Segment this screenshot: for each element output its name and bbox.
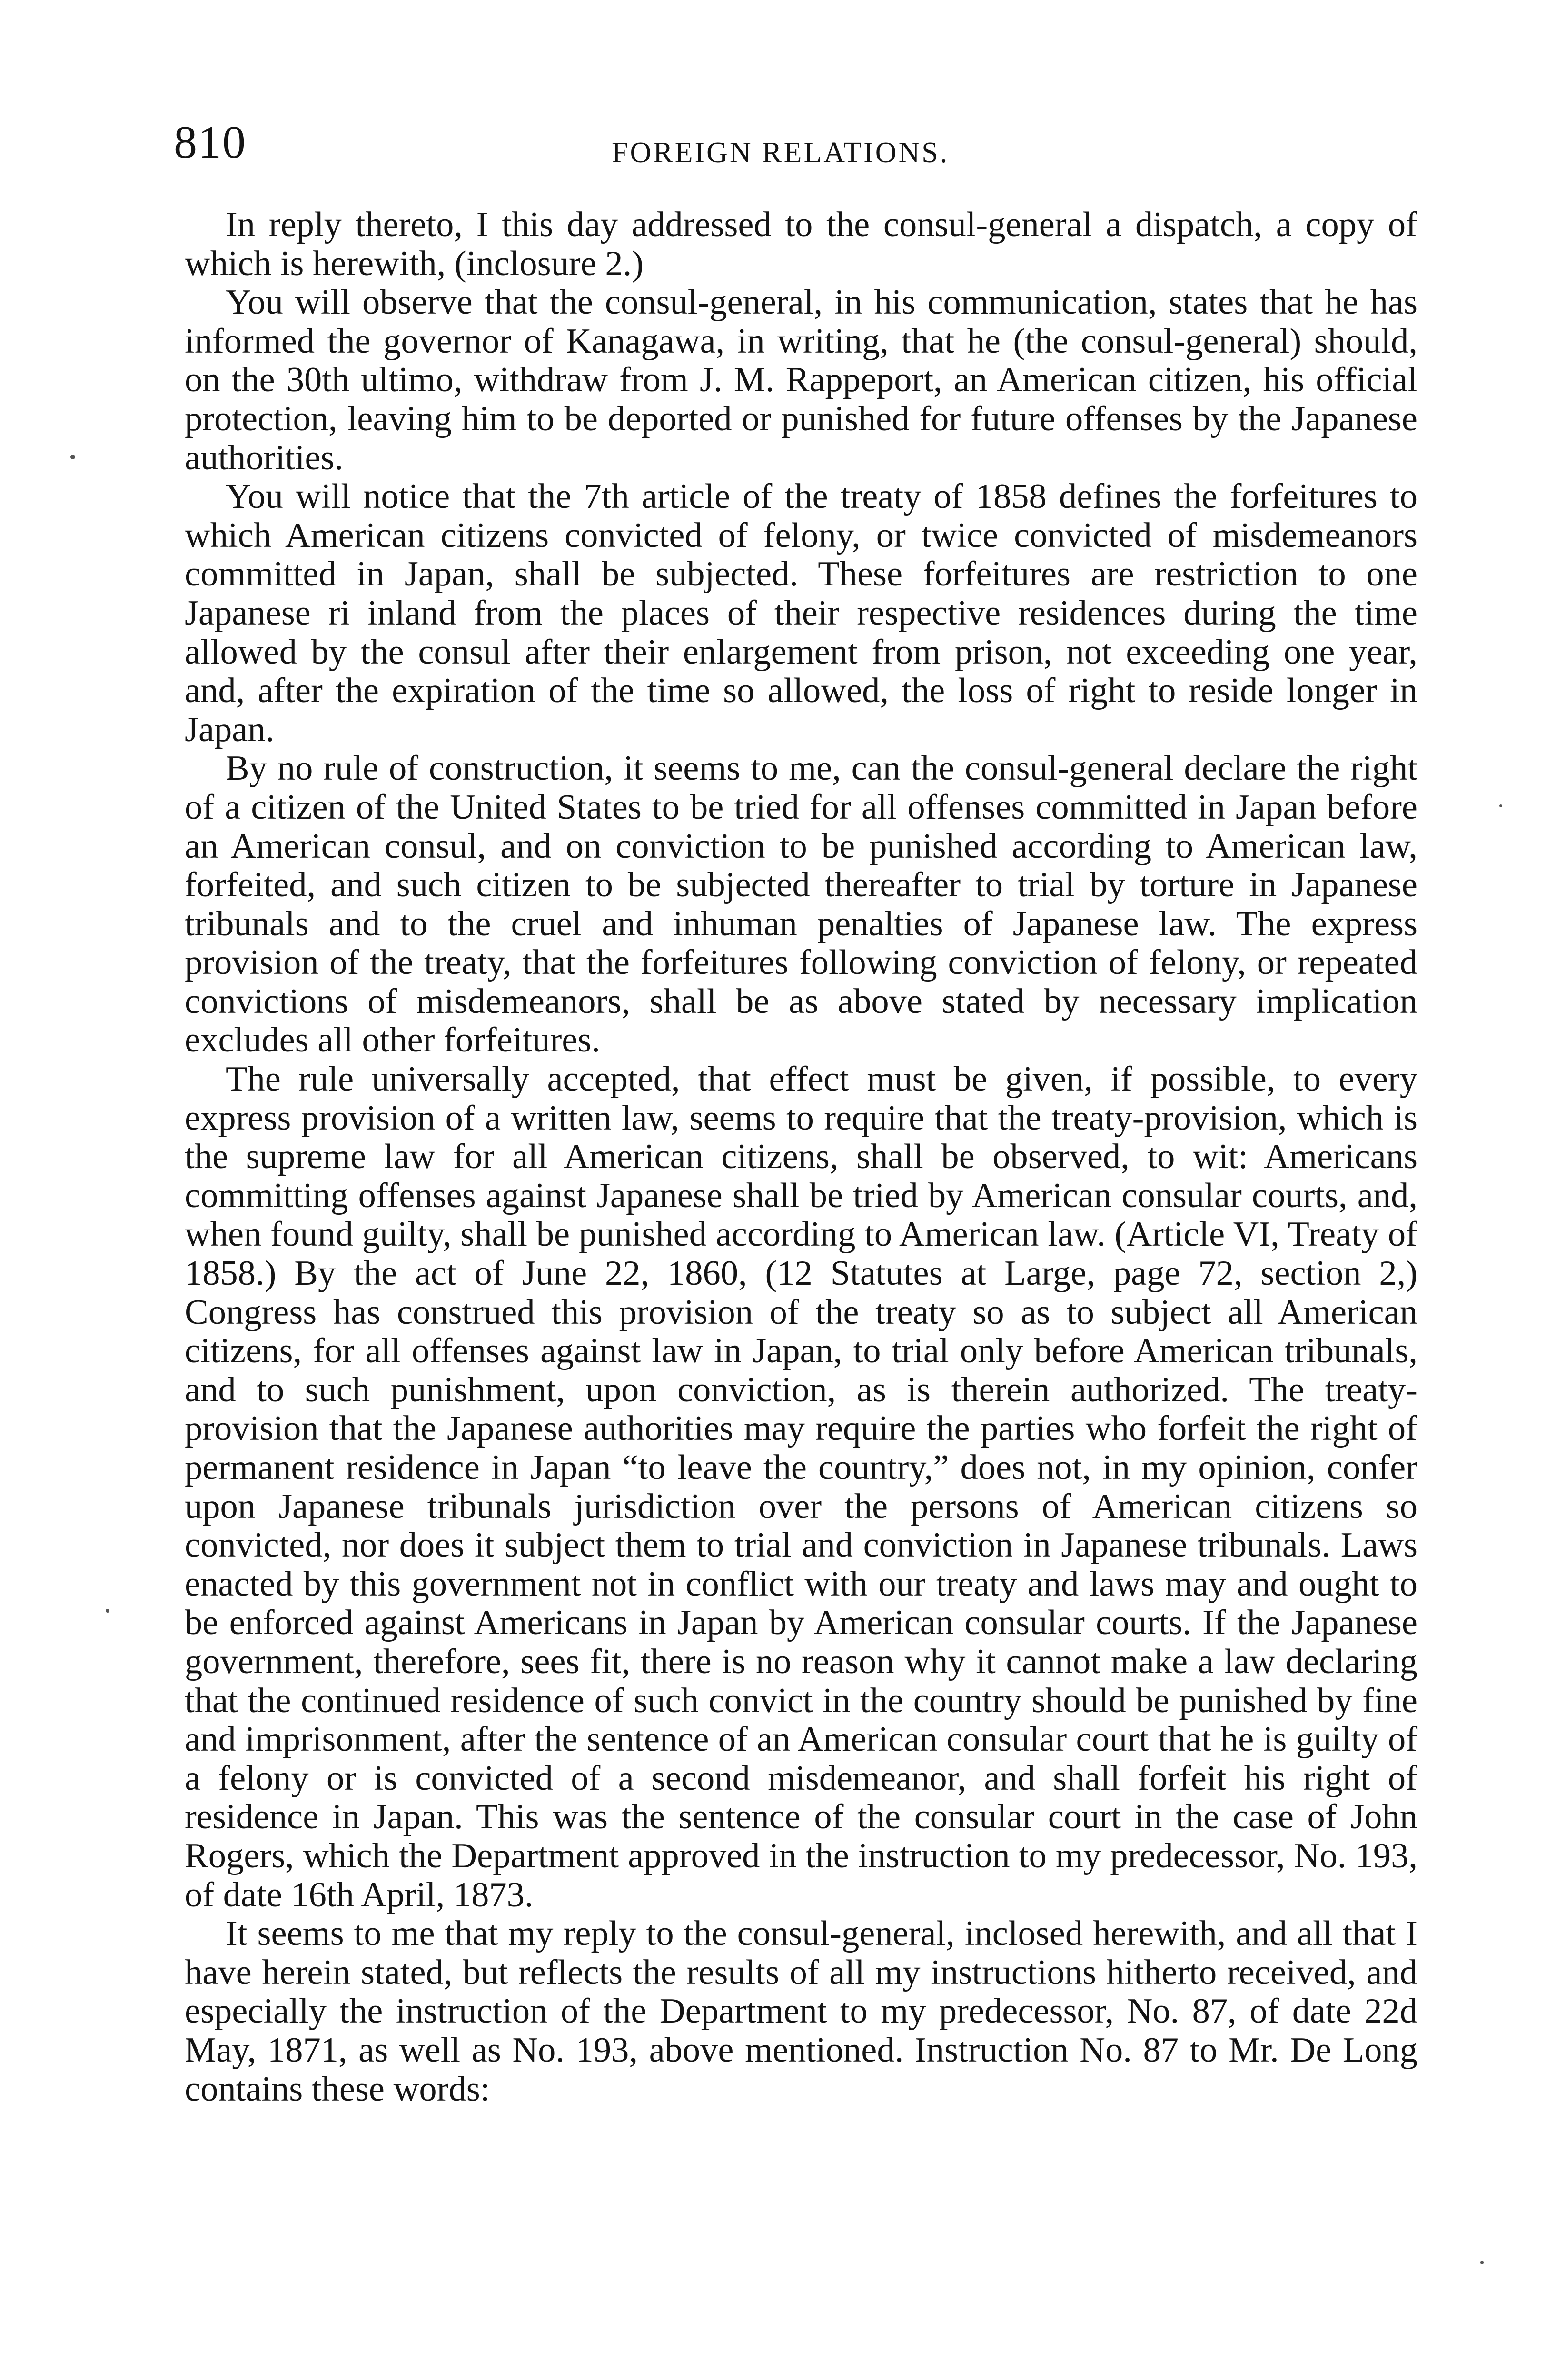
- scan-speck: [1480, 2261, 1484, 2264]
- paragraph-6: It seems to me that my reply to the consul-general, inclosed herewith, and all that I have herein stated, but reflects the results of all my instructions hitherto received, and especially the instruction of the Department to my predecessor, No. 87, of date 22d May, 1871, as well as No. 193, above mentioned. Instruction No. 87 to Mr. De Long contains these words:: [185, 1914, 1417, 2109]
- scan-speck: [1499, 804, 1502, 807]
- scan-speck: [70, 455, 75, 459]
- scan-speck: [106, 1609, 109, 1613]
- body-text: [185, 206, 1417, 2109]
- paragraph-2: You will observe that the consul-general, in his communication, states that he has informed the governor of Kanagawa, in writing, that he (the consul-general) should, on the 30th ultimo, withdraw from J. M. Rappeport, an American citizen, his official protection, leaving him to be deported or punished for future offenses by the Japanese authorities.: [185, 283, 1417, 477]
- paragraph-5: The rule universally accepted, that effect must be given, if possible, to every express provision of a written law, seems to require that the treaty-provision, which is the supreme law for all American citizens, shall be observed, to wit: Americans committing offenses against Japanese shall be tried by American consular courts, and, when found guilty, shall be punished according to American law. (Article VI, Treaty of 1858.) By the act of June 22, 1860, (12 Statutes at Large, page 72, section 2,) Congress has construed this provision of the treaty so as to subject all American citizens, for all offenses against law in Japan, to trial only before American tribunals, and to such punishment, upon conviction, as is therein authorized. The treaty-provision that the Japanese authorities may require the parties who forfeit the right of permanent residence in Japan “to leave the country,” does not, in my opinion, confer upon Japanese tribunals jurisdiction over the persons of American citizens so convicted, nor does it subject them to trial and conviction in Japanese tribunals. Laws enacted by this government not in conflict with our treaty and laws may and ought to be enforced against Americans in Japan by American consular courts. If the Japanese government, therefore, sees fit, there is no reason why it cannot make a law declaring that the continued residence of such convict in the country should be punished by fine and imprisonment, after the sentence of an American consular court that he is guilty of a felony or is convicted of a second misdemeanor, and shall forfeit his right of residence in Japan. This was the sentence of the consular court in the case of John Rogers, which the Department approved in the instruction to my predecessor, No. 193, of date 16th April, 1873.: [185, 1060, 1417, 1914]
- running-head: FOREIGN RELATIONS.: [612, 137, 950, 169]
- paragraph-4: By no rule of construction, it seems to me, can the consul-general declare the right of a citizen of the United States to be tried for all offenses committed in Japan before an American consul, and on conviction to be punished according to American law, forfeited, and such citizen to be subjected thereafter to trial by torture in Japanese tribunals and to the cruel and inhuman penalties of Japanese law. The express provision of the treaty, that the forfeitures following conviction of felony, or repeated convictions of misdemeanors, shall be as above stated by necessary implication excludes all other forfeitures.: [185, 749, 1417, 1060]
- page-number: 810: [174, 117, 247, 168]
- paragraph-1: In reply thereto, I this day addressed to the consul-general a dispatch, a copy of which is herewith, (inclosure 2.): [185, 205, 1417, 283]
- paragraph-3: You will notice that the 7th article of the treaty of 1858 defines the forfeitures to which American citizens convicted of felony, or twice convicted of misdemeanors committed in Japan, shall be subjected. These forfeitures are restriction to one Japanese ri inland from the places of their respective residences during the time allowed by the consul after their enlargement from prison, not exceeding one year, and, after the expiration of the time so allowed, the loss of right to reside longer in Japan.: [185, 477, 1417, 749]
